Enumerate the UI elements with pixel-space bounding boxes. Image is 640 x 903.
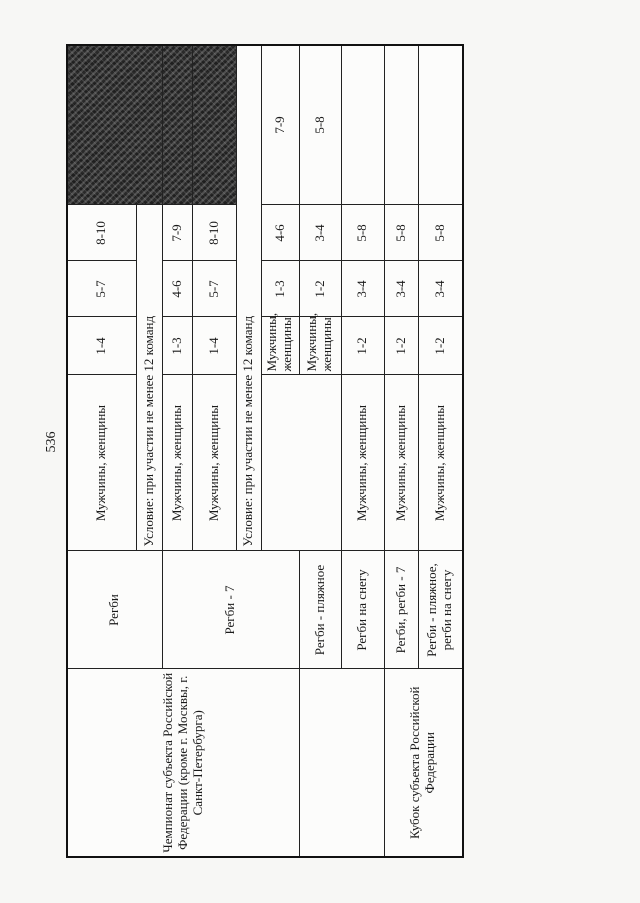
gender-cell: Мужчины, женщины <box>384 375 418 551</box>
place-cell: 1-2 <box>341 317 384 375</box>
gender-cell: Мужчины, женщины <box>261 317 299 375</box>
place-cell: 1-2 <box>418 317 463 375</box>
table-row <box>67 45 136 857</box>
place-cell: 3-4 <box>299 205 341 261</box>
championship-cell: Чемпионат субъекта Российской Федерации (кроме г. Москвы, г. Санкт-Петербурга) <box>67 669 299 857</box>
empty-cell <box>418 45 463 205</box>
discipline-regbi: Регби <box>67 551 162 669</box>
place-cell: 1-2 <box>384 317 418 375</box>
discipline-beach: Регби - пляжное <box>299 551 341 669</box>
place-cell: 8-10 <box>67 205 136 261</box>
cup-cell: Кубок субъекта Российской Федерации <box>384 669 463 857</box>
condition-note: Условие: при участии не менее 12 команд <box>236 45 261 551</box>
place-cell: 8-10 <box>192 205 236 261</box>
place-cell: 7-9 <box>261 45 299 205</box>
empty-cell <box>299 669 384 857</box>
discipline-cup-beach-snow: Регби - пляжное, регби на снегу <box>418 551 463 669</box>
empty-cell <box>261 375 341 551</box>
gender-cell: Мужчины, женщины <box>299 317 341 375</box>
gender-cell: Мужчины, женщины <box>341 375 384 551</box>
shaded-cell <box>162 45 192 205</box>
place-cell: 3-4 <box>341 261 384 317</box>
sports-table <box>66 44 464 858</box>
place-cell: 1-4 <box>67 317 136 375</box>
place-cell: 5-7 <box>67 261 136 317</box>
gender-cell: Мужчины, женщины <box>418 375 463 551</box>
empty-cell <box>384 45 418 205</box>
page-number: 536 <box>44 431 59 453</box>
place-cell: 3-4 <box>418 261 463 317</box>
empty-cell <box>341 45 384 205</box>
place-cell: 1-3 <box>261 261 299 317</box>
place-cell: 5-7 <box>192 261 236 317</box>
place-cell: 1-2 <box>299 261 341 317</box>
place-cell: 5-8 <box>384 205 418 261</box>
place-cell: 5-8 <box>299 45 341 205</box>
shaded-cell <box>67 45 162 205</box>
place-cell: 1-3 <box>162 317 192 375</box>
gender-cell: Мужчины, женщины <box>67 375 136 551</box>
discipline-cup-regbi: Регби, регби - 7 <box>384 551 418 669</box>
shaded-cell <box>192 45 236 205</box>
gender-cell: Мужчины, женщины <box>162 375 192 551</box>
place-cell: 1-4 <box>192 317 236 375</box>
place-cell: 4-6 <box>261 205 299 261</box>
place-cell: 7-9 <box>162 205 192 261</box>
gender-cell: Мужчины, женщины <box>192 375 236 551</box>
place-cell: 3-4 <box>384 261 418 317</box>
place-cell: 5-8 <box>418 205 463 261</box>
discipline-regbi7: Регби - 7 <box>162 551 299 669</box>
place-cell: 5-8 <box>341 205 384 261</box>
condition-note: Условие: при участии не менее 12 команд <box>136 205 162 551</box>
discipline-snow: Регби на снегу <box>341 551 384 669</box>
table-row <box>384 45 418 857</box>
place-cell: 4-6 <box>162 261 192 317</box>
rotated-table-area <box>66 46 462 858</box>
